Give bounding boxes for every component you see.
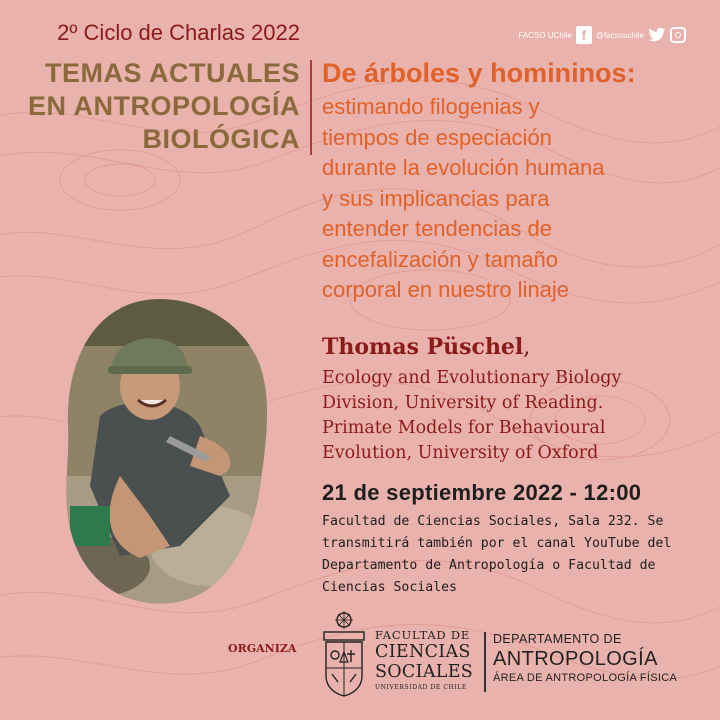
series-title xyxy=(14,57,300,156)
event-datetime: 21 de septiembre 2022 - 12:00 xyxy=(322,480,642,505)
social-handle-right: @facsouchile xyxy=(595,30,644,40)
instagram-icon[interactable] xyxy=(670,27,686,43)
speaker-name xyxy=(322,334,530,360)
talk-subtitle-line: encefalización y tamaño xyxy=(322,246,559,272)
venue-line: Departamento de Antropología o Facultad de xyxy=(322,558,656,573)
venue-line: transmitirá también por el canal YouTube del xyxy=(322,536,672,551)
organiza-label: ORGANIZA xyxy=(228,642,297,655)
series-title-line: EN ANTROPOLOGÍA xyxy=(27,91,300,121)
affiliation-line: Ecology and Evolutionary Biology xyxy=(322,368,622,388)
talk-subtitle-line: durante la evolución humana xyxy=(322,155,605,180)
talk-title: De árboles y homininos: xyxy=(322,58,636,88)
speaker-photo xyxy=(60,296,272,604)
event-venue xyxy=(322,511,714,599)
social-bar xyxy=(518,24,686,46)
talk-subtitle-line: corporal en nuestro linaje xyxy=(322,277,570,302)
venue-line: Facultad de Ciencias Sociales, Sala 232. Se xyxy=(322,514,664,529)
talk-subtitle-line: y sus implicancias para xyxy=(322,185,550,211)
departamento-line-1: DEPARTAMENTO DE xyxy=(493,632,622,646)
cycle-title: 2º Ciclo de Charlas 2022 xyxy=(57,20,300,45)
departamento-line-3: ÁREA DE ANTROPOLOGÍA FÍSICA xyxy=(493,672,678,684)
title-divider xyxy=(310,60,312,155)
departamento-line-2: ANTROPOLOGÍA xyxy=(493,648,658,670)
university-crest-icon xyxy=(318,610,370,700)
affiliation-line: Evolution, University of Oxford xyxy=(322,443,599,463)
facultad-line-3: SOCIALES xyxy=(375,662,474,682)
facultad-line-4: UNIVERSIDAD DE CHILE xyxy=(375,684,467,691)
venue-line: Ciencias Sociales xyxy=(322,580,457,595)
talk-subtitle-line: tiempos de especiación xyxy=(322,124,552,150)
facebook-icon[interactable]: f xyxy=(576,26,592,44)
series-title-line: TEMAS ACTUALES xyxy=(45,58,300,88)
speaker-name-comma: , xyxy=(523,335,531,360)
twitter-icon[interactable] xyxy=(648,27,666,43)
talk-subtitle-line: estimando filogenias y xyxy=(322,94,540,119)
speaker-name-text: Thomas Püschel xyxy=(322,334,524,360)
series-title-line: BIOLÓGICA xyxy=(142,124,300,154)
speaker-affiliation xyxy=(322,366,712,466)
departamento-logo-text xyxy=(493,632,677,684)
social-handle-left: FACSO UChile xyxy=(518,30,572,40)
affiliation-line: Primate Models for Behavioural xyxy=(322,418,606,438)
facultad-line-2: CIENCIAS xyxy=(375,642,471,662)
affiliation-line: Division, University of Reading. xyxy=(322,393,604,413)
talk-subtitle-line: entender tendencias de xyxy=(322,216,552,241)
talk-subtitle xyxy=(322,92,712,306)
facultad-line-1: FACULTAD DE xyxy=(375,628,471,642)
logo-divider xyxy=(484,632,486,692)
facultad-logo-text xyxy=(375,628,480,691)
